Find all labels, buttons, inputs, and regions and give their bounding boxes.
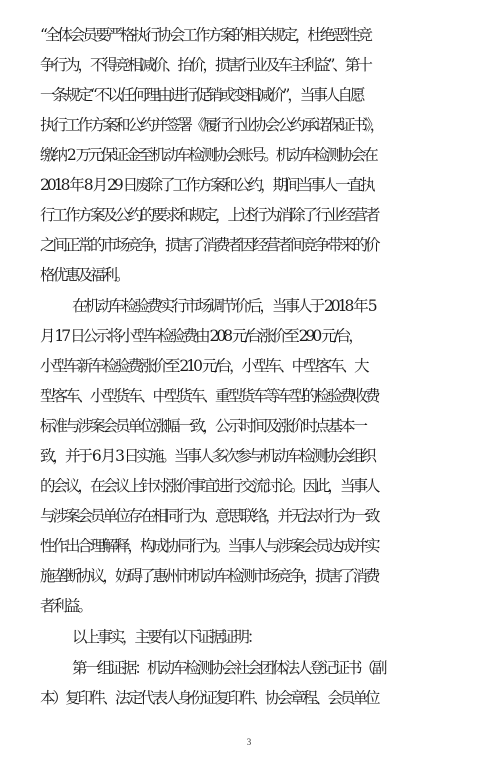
page-number: 3 [246, 737, 252, 747]
text-line-3: 一条规定“不以任何理由进行促销或变相减价”，当事人自愿 [40, 86, 363, 104]
text-line-11: 月 17 日公示将小型车检验费由 208 元/台涨价至 290 元/台， [40, 327, 361, 345]
text-line-9: 格优惠及福利。 [40, 266, 128, 284]
text-line-15: 致，并于 6 月 3 日实施。当事人多次参与机动车检测协会组织 [40, 447, 374, 465]
text-line-10: 在机动车检验费实行市场调节价后，当事人于 2018 年 5 [72, 297, 375, 315]
text-line-8: 之间正常的市场竞争，损害了消费者因经营者间竞争带来的价 [40, 236, 378, 254]
text-line-2: 争行为，不得竞相减价、抬价，损害行业及车主利益”、第十 [40, 56, 370, 74]
text-line-18: 性作出合理解释，构成协同行为。当事人与涉案会员达成并实 [40, 537, 378, 555]
text-line-5: 缴纳 2 万元保证金至机动车检测协会账号。机动车检测协会在 [40, 146, 376, 164]
text-line-21: 以上事实，主要有以下证据证明： [72, 628, 260, 646]
text-line-13: 型客车、小型货车、中型货车、重型货车等车型的检验费收费 [40, 387, 378, 405]
text-line-7: 行工作方案及公约的要求和规定，上述行为消除了行业经营者 [40, 206, 378, 224]
text-line-1: “全体会员要严格执行协会工作方案的相关规定，杜绝恶性竞 [40, 26, 370, 44]
text-line-22: 第一组证据：机动车检测协会社会团体法人登记证书（副 [72, 659, 385, 677]
text-line-17: 与涉案会员单位存在相同行为、意思联络，并无法对行为一致 [40, 507, 378, 525]
text-line-16: 的会议，在会议上针对涨价事宜进行交流讨论。因此，当事人 [40, 477, 378, 495]
text-line-14: 标准与涉案会员单位涨幅一致，公示时间及涨价时点基本一 [40, 417, 366, 435]
text-line-6: 2018 年 8 月 29 日废除了工作方案和公约，期间当事人一直执 [40, 176, 373, 194]
text-line-4: 执行工作方案和公约并签署《履行行业协会公约承诺保证书》， [40, 116, 383, 134]
text-line-23: 本）复印件、法定代表人身份证复印件、协会章程、会员单位 [40, 689, 378, 707]
text-line-12: 小型车新车检验费涨价至 210 元/台，小型车、中型客车、大 [40, 357, 367, 375]
text-line-20: 者利益。 [40, 597, 91, 615]
text-line-19: 施垄断协议，妨碍了惠州市机动车检测市场竞争，损害了消费 [40, 567, 378, 585]
